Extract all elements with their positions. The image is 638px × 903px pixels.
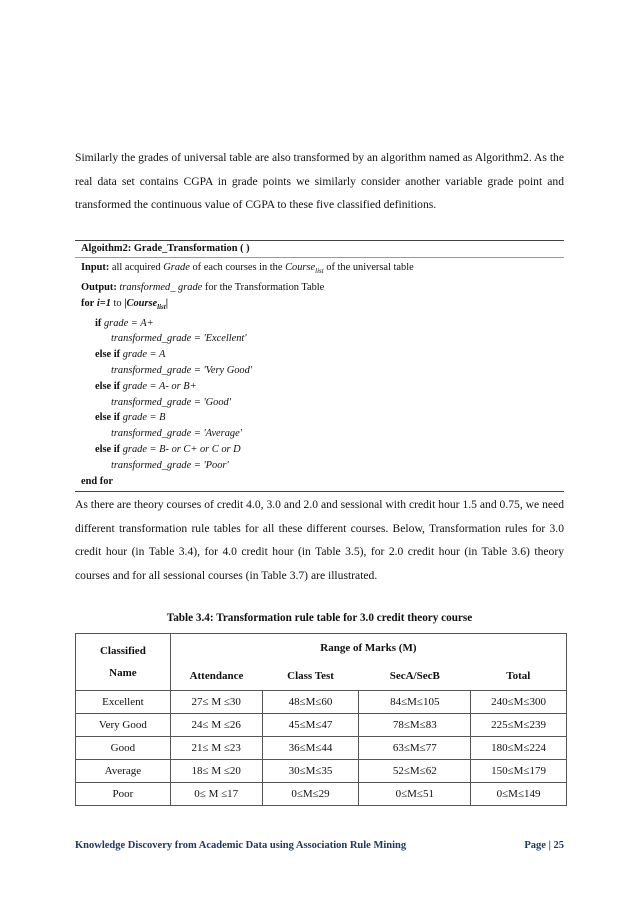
algorithm-assign-line: transformed_grade = 'Good' [111, 396, 231, 408]
table-row [76, 760, 567, 783]
algorithm-elseif-line: else if grade = B [95, 412, 166, 424]
table-cell: 27≤ M ≤30 [170, 691, 262, 714]
table-cell: Good [76, 737, 171, 760]
column-header: Total [471, 662, 567, 691]
table-caption: Table 3.4: Transformation rule table for 3.0 credit theory course [166, 612, 473, 624]
algorithm-title: Algoithm2: Grade_Transformation ( ) [81, 243, 250, 254]
transformation-paragraph: As there are theory courses of credit 4.0, 3.0 and 2.0 and sessional with credit hour 1.5 and 0.75, we need different transformation rule tables for all these different courses. Below, Transformation rules for 3.0 credit hour (in Table 3.4), for 4.0 credit hour (in Table 3.5), for 2.0 credit hour (in Table 3.6) theory courses and for all sessional courses (in Table 3.7) are illustrated. [75, 498, 564, 582]
algorithm-elseif-line: else if grade = A- or B+ [95, 380, 197, 392]
table-cell: 84≤M≤105 [359, 691, 471, 714]
column-header: Attendance [170, 662, 262, 691]
table-cell: 30≤M≤35 [262, 760, 359, 783]
table-cell: 63≤M≤77 [359, 737, 471, 760]
table-cell: 36≤M≤44 [262, 737, 359, 760]
algorithm-assign-line: transformed_grade = 'Poor' [111, 459, 229, 471]
algorithm-body [75, 257, 564, 492]
table-row [76, 714, 567, 737]
table-cell: 240≤M≤300 [471, 691, 567, 714]
table-row [76, 737, 567, 760]
table-cell: Excellent [76, 691, 171, 714]
table-cell: 24≤ M ≤26 [170, 714, 262, 737]
algorithm-if-line: if grade = A+ [95, 317, 154, 329]
algorithm-for-line: for i=1 to |Course$_{list}$| [81, 297, 168, 311]
table-cell: 0≤ M ≤17 [170, 783, 262, 806]
table-cell: Average [76, 760, 171, 783]
table-cell: 21≤ M ≤23 [170, 737, 262, 760]
algorithm-output-line: Output: transformed_ grade for the Transformation Table [81, 281, 325, 293]
algorithm-elseif-line: else if grade = B- or C+ or C or D [95, 443, 241, 455]
algorithm-assign-line: transformed_grade = 'Very Good' [111, 364, 253, 376]
algorithm-assign-line: transformed_grade = 'Excellent' [111, 333, 247, 345]
table-cell: 52≤M≤62 [359, 760, 471, 783]
algorithm-box [75, 240, 564, 492]
table-cell: 18≤ M ≤20 [170, 760, 262, 783]
table-cell: Poor [76, 783, 171, 806]
table-cell: 150≤M≤179 [471, 760, 567, 783]
table-cell: 48≤M≤60 [262, 691, 359, 714]
algorithm-input-line: Input: all acquired Grade of each courses in the Course$_{list}$ of the universal table [81, 262, 414, 276]
range-of-marks-header: Range of Marks (M) [170, 634, 566, 663]
transformation-rule-table [75, 633, 567, 806]
table-cell: 45≤M≤47 [262, 714, 359, 737]
column-header: Class Test [262, 662, 359, 691]
algorithm-elseif-line: else if grade = A [95, 349, 166, 361]
table-cell: 225≤M≤239 [471, 714, 567, 737]
table-cell: 0≤M≤51 [359, 783, 471, 806]
intro-paragraph: Similarly the grades of universal table are also transformed by an algorithm named as Algorithm2. As the real data set contains CGPA in grade points we similarly consider another variable grade point and transformed the continuous value of CGPA to these five classified definitions. [75, 151, 564, 211]
table-cell: Very Good [76, 714, 171, 737]
page-number: Page | 25 [524, 840, 564, 851]
table-cell: 0≤M≤149 [471, 783, 567, 806]
table-row [76, 783, 567, 806]
table-cell: 78≤M≤83 [359, 714, 471, 737]
table-cell: 180≤M≤224 [471, 737, 567, 760]
algorithm-end-for: end for [81, 475, 114, 487]
classified-name-header: Classified Name [76, 634, 171, 691]
algorithm-assign-line: transformed_grade = 'Average' [111, 428, 242, 440]
column-header: SecA/SecB [359, 662, 471, 691]
table-cell: 0≤M≤29 [262, 783, 359, 806]
page-footer [75, 840, 564, 851]
footer-title: Knowledge Discovery from Academic Data using Association Rule Mining [75, 840, 407, 851]
table-row [76, 691, 567, 714]
